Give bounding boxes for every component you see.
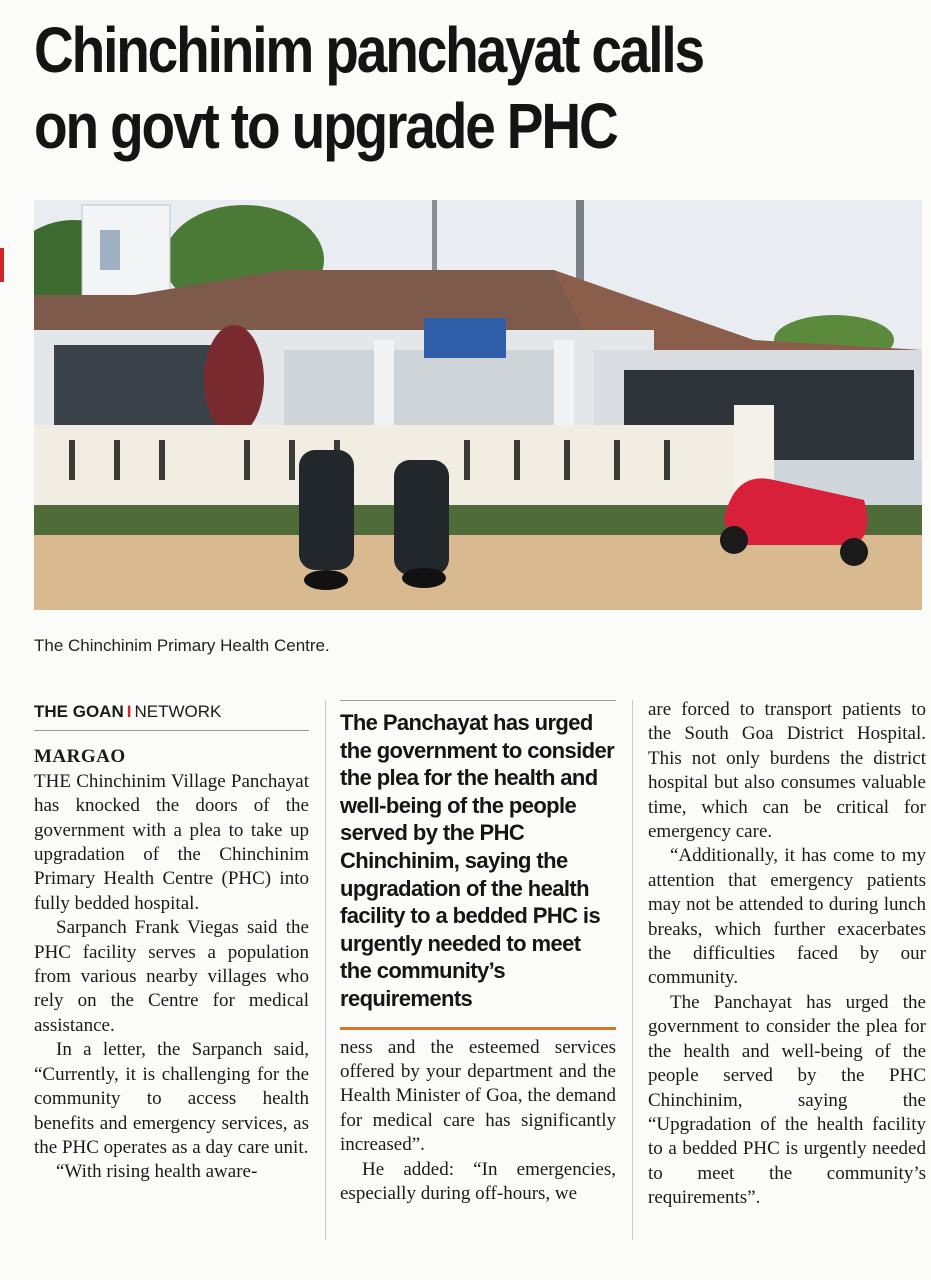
column-divider bbox=[325, 700, 326, 1240]
pull-quote: The Panchayat has urged the government to consider the plea for the health and well-being of the people served by the PHC Chinchinim, saying the upgradation of the health facility to a bedded PHC is urgently needed to meet the community’s requirements bbox=[340, 700, 616, 1030]
paragraph: are forced to transport patients to the South Goa District Hospital. This not only burdens the district hospital but also consumes valuable time, which can be critical for emergency care. bbox=[648, 699, 926, 843]
paragraph: THE Chinchinim Village Panchayat has knocked the doors of the government with a plea to take up upgradation of the Chinchinim Primary Health Centre (PHC) into fully bedded hospital. bbox=[34, 770, 309, 914]
paragraph: “With rising health aware- bbox=[56, 1161, 258, 1183]
headline-line-2: on govt to upgrade PHC bbox=[34, 90, 617, 162]
headline-line-1: Chinchinim panchayat calls bbox=[34, 14, 703, 86]
page-edge-mark bbox=[0, 248, 4, 282]
paragraph: In a letter, the Sarpanch said, “Currently, it is challenging for the community to access health benefits and emergency services, as the PHC operates as a day care unit. bbox=[34, 1039, 309, 1158]
headline bbox=[34, 12, 791, 164]
paragraph: “Additionally, it has come to my attention that emergency patients may not be attended to during lunch breaks, which further exacerbates the difficulties faced by our community. bbox=[648, 845, 926, 989]
photo-caption: The Chinchinim Primary Health Centre. bbox=[34, 636, 330, 655]
news-photo bbox=[34, 200, 922, 610]
paragraph: Sarpanch Frank Viegas said the PHC facility serves a population from various nearby villages who rely on the Centre for medical assistance. bbox=[34, 917, 309, 1036]
paragraph: He added: “In emergencies, especially during off-hours, we bbox=[340, 1158, 616, 1204]
byline-paper: THE GOAN bbox=[34, 702, 124, 721]
article-column-3 bbox=[648, 698, 926, 1211]
phc-building-illustration bbox=[34, 200, 922, 610]
byline-separator: I bbox=[126, 702, 132, 721]
paragraph: The Panchayat has urged the government to consider the plea for the health and well-being of the people served by the PHC Chinchinim, saying the “Upgradation of the health facility to a bedded PHC is urgently needed to meet the community’s requirements”. bbox=[648, 991, 926, 1209]
paragraph: ness and the esteemed services offered by your department and the Health Minister of Goa, the demand for medical care has significantly increased”. bbox=[340, 1036, 616, 1156]
article-column-1 bbox=[34, 700, 309, 1185]
signboard bbox=[424, 318, 506, 358]
column-divider bbox=[632, 700, 633, 1240]
article-column-2 bbox=[340, 700, 616, 1206]
byline bbox=[34, 700, 309, 731]
byline-section: NETWORK bbox=[134, 702, 222, 721]
dateline: MARGAO bbox=[34, 746, 126, 768]
